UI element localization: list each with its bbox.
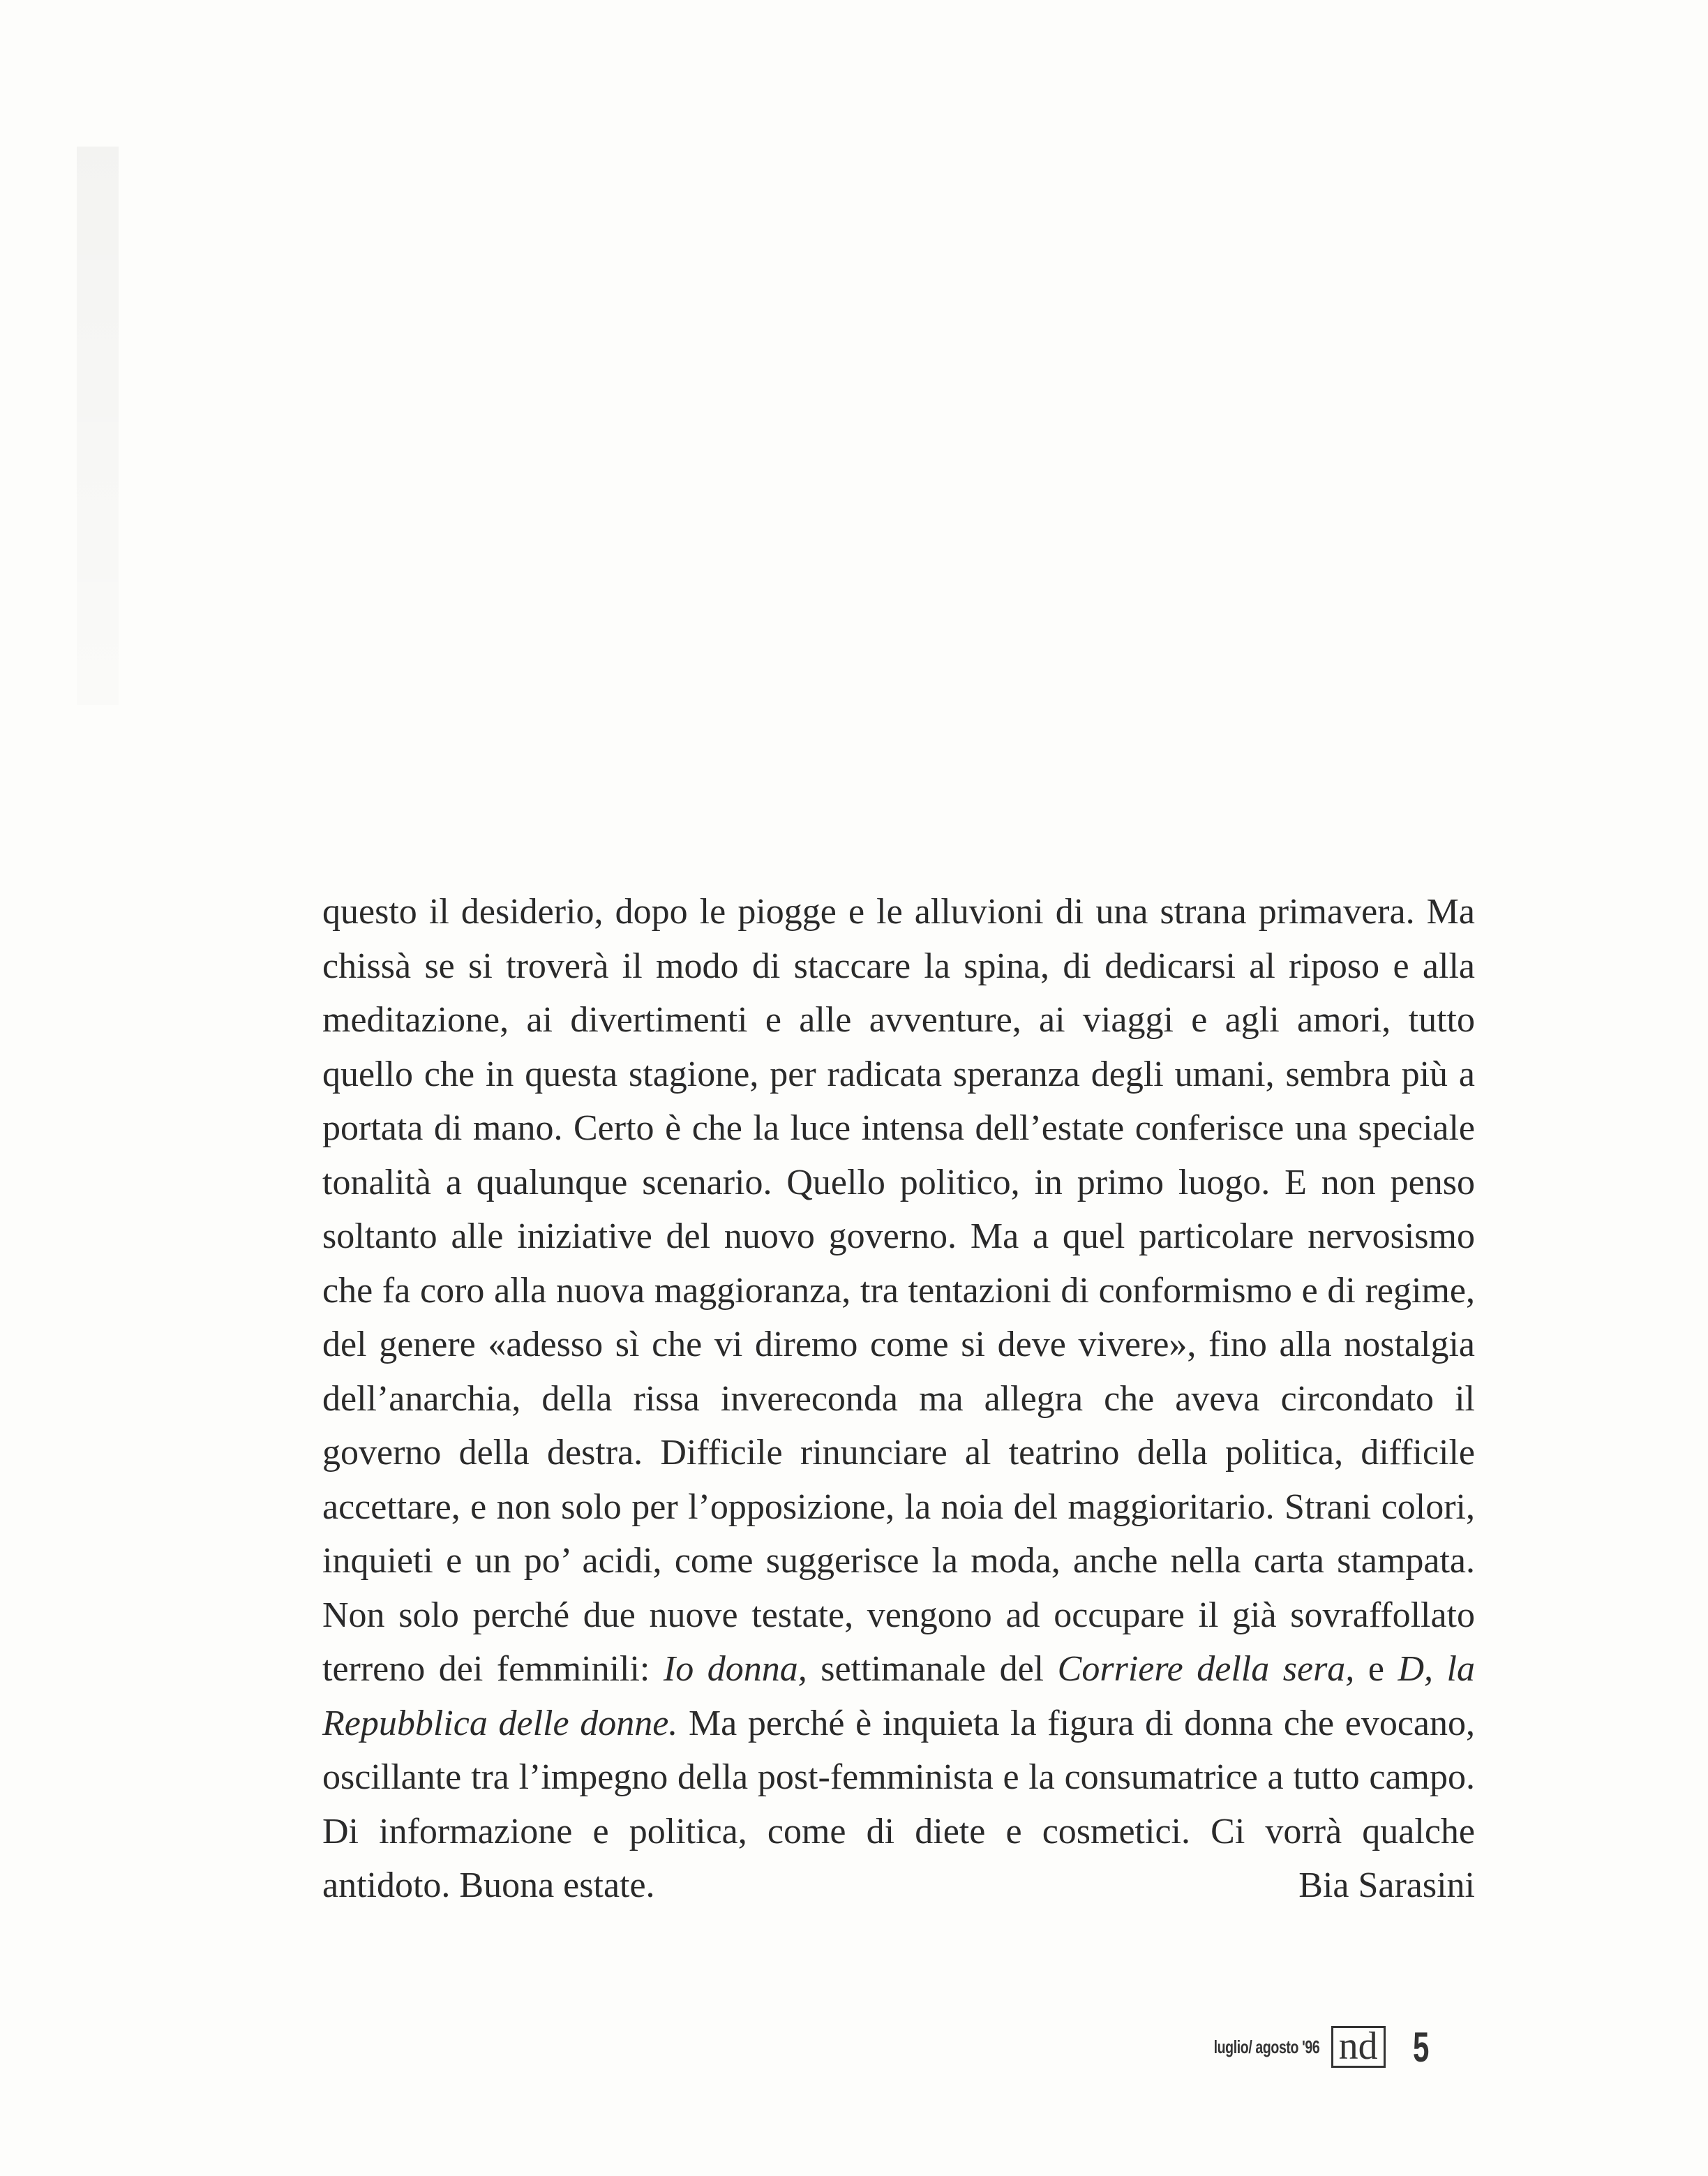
- title-line-2: estate calda: [317, 270, 1149, 671]
- page-footer: [1178, 2022, 1432, 2071]
- title-line-1: Una lunga: [317, 26, 1066, 427]
- author-signature: Bia Sarasini: [1298, 1865, 1475, 1905]
- article-title: [317, 26, 1504, 671]
- article-body: [322, 885, 1475, 1913]
- scan-margin-artifact: [77, 147, 119, 705]
- newspaper-title-corriere: Corriere della sera,: [1057, 1649, 1355, 1689]
- body-text-part-3: e: [1354, 1649, 1398, 1689]
- page-number: 5: [1412, 2023, 1429, 2071]
- magazine-logo: nd: [1331, 2026, 1386, 2068]
- body-text-part-1: questo il desiderio, dopo le piogge e le alluvioni di una strana primavera. Ma chissà se si troverà il modo di staccare la spina, di dedicarsi al riposo e alla meditazione, ai divertimenti e alle avventure, ai viaggi e agli amori, tutto quello che in questa stagione, per radicata speranza degli umani, sembra più a portata di mano. Certo è che la luce intensa dell’estate conferisce una speciale tonalità a qualunque scenario. Quello politico, in primo luogo. E non penso soltanto alle iniziative del nuovo governo. Ma a quel particolare nervosismo che fa coro alla nuova maggioranza, tra tentazioni di conformismo e di regime, del genere «adesso sì che vi diremo come si deve vivere», fino alla nostalgia dell’anarchia, della rissa invereconda ma allegra che aveva circondato il governo della destra. Difficile rinunciare al teatrino della politica, difficile accettare, e non solo per l’opposizione, la noia del maggioritario. Strani colori, inquieti e un po’ acidi, come suggerisce la moda, anche nella carta stampata. Non solo perché due nuove testate, vengono ad occupare il già sovraffollato terreno dei femminili:: [322, 892, 1475, 1689]
- magazine-title-d-repubblica: D, la Repubblica delle donne.: [322, 1649, 1475, 1743]
- body-text-part-2: settimanale del: [807, 1649, 1058, 1689]
- issue-date: luglio/ agosto '96: [1213, 2036, 1320, 2057]
- body-text-part-4: Ma perché è inquieta la figura di donna che evocano, oscillante tra l’impegno della post-femminista e la consumatrice a tutto campo. Di informazione e politica, come di diete e cosmetici. Ci vorrà qualche antidoto. Buona estate.: [322, 1703, 1475, 1905]
- magazine-title-io-donna: Io donna,: [663, 1649, 807, 1689]
